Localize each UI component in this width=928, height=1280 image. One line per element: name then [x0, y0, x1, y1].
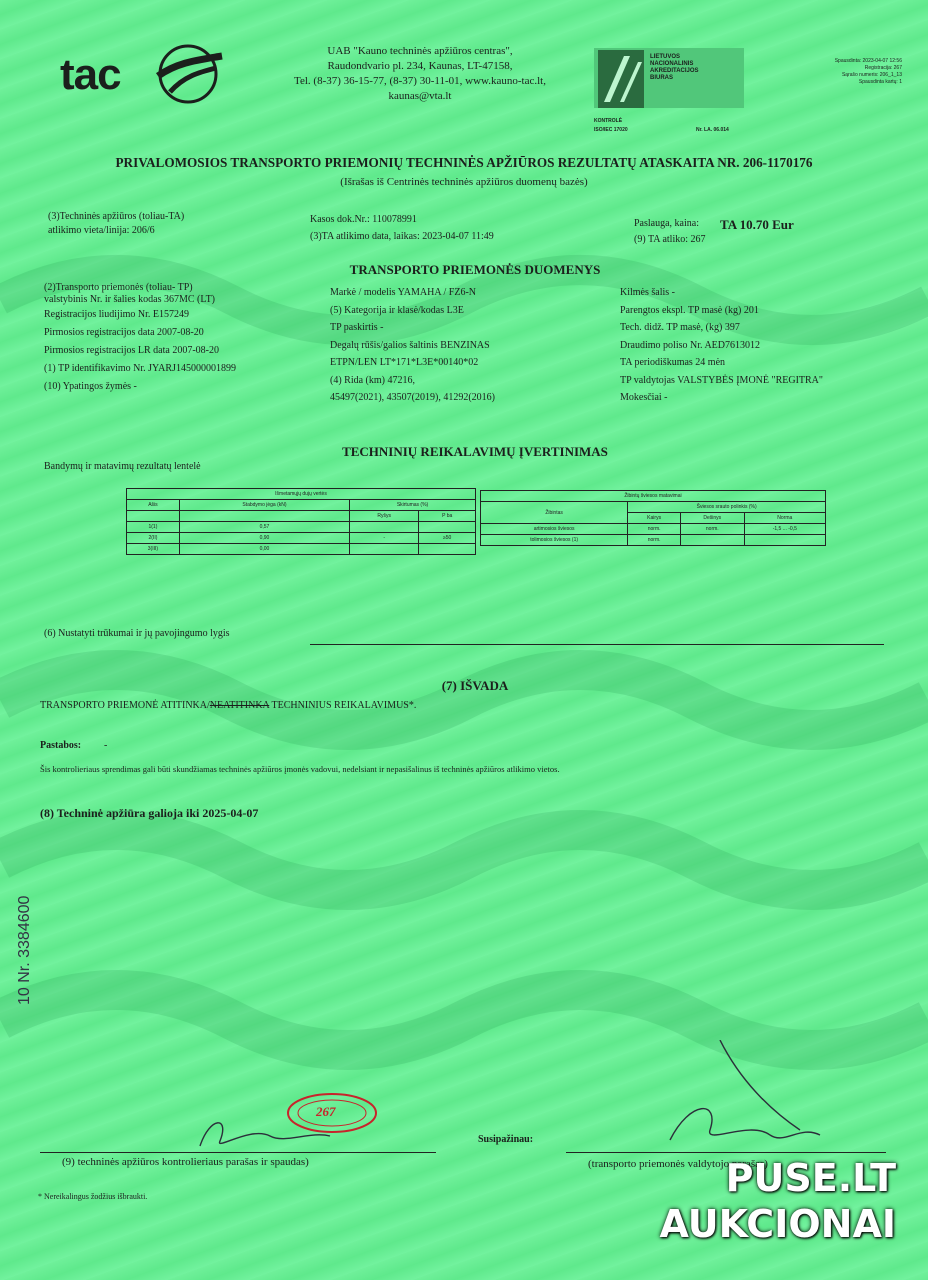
table-cell: 0,90: [179, 533, 349, 544]
accreditation-number: Nr. LA. 06.014: [696, 127, 729, 133]
service-price: TA 10.70 Eur: [720, 217, 794, 232]
vehicle-field: (10) Ypatingos žymės -: [44, 381, 137, 392]
tac-logo-text: tac: [60, 50, 121, 99]
accreditation-line-4: BIURAS: [650, 75, 674, 81]
defects-line: [310, 644, 884, 645]
table-header: Išmetamųjų dujų vertės: [127, 489, 476, 500]
conclusion-prefix: TRANSPORTO PRIEMONĖ ATITINKA/: [40, 700, 210, 711]
table-cell: -: [350, 533, 419, 544]
vehicle-field: Mokesčiai -: [620, 392, 668, 403]
table-cell: 2(II): [127, 533, 180, 544]
notes-value: -: [104, 740, 108, 751]
table-cell: 0,00: [179, 544, 349, 555]
vehicle-field: Parengtos ekspl. TP masė (kg) 201: [620, 304, 759, 316]
org-name: UAB "Kauno techninės apžiūros centras",: [327, 45, 513, 57]
org-email: kaunas@vta.lt: [388, 90, 452, 102]
table-cell: 1(1): [127, 522, 180, 533]
vehicle-field: (2)Transporto priemonės (toliau- TP): [44, 282, 193, 293]
print-info-line: Registracija: 267: [864, 65, 902, 71]
accreditation-iso: ISO/IEC 17020: [594, 127, 628, 133]
table-col: P ba: [419, 511, 476, 522]
conclusion-struck: NEATITINKA: [209, 700, 270, 711]
table-col: Šviesos srauto polinkis (%): [628, 502, 826, 513]
vehicle-field: (4) Rida (km) 47216,: [330, 374, 415, 386]
inspection-date: (3)TA atlikimo data, laikas: 2023-04-07 11:49: [310, 231, 494, 242]
table-header: Žibintų šviesos matavimai: [481, 491, 826, 502]
table-col: Kairys: [628, 513, 681, 524]
table-cell: 3(III): [127, 544, 180, 555]
inspection-place: [48, 210, 184, 238]
table-row: [127, 544, 476, 555]
vehicle-field: 45497(2021), 43507(2019), 41292(2016): [330, 392, 495, 403]
table-cell: -1,5 ... -0,5: [744, 524, 825, 535]
table-cell: [419, 544, 476, 555]
inspection-place-label: (3)Techninės apžiūros (toliau-TA): [48, 211, 185, 222]
receipt-number: Kasos dok.Nr.: 110078991: [310, 214, 417, 225]
vehicle-field: Degalų rūšis/galios šaltinis BENZINAS: [330, 339, 490, 351]
controller-signature-icon: [190, 1106, 340, 1156]
table-cell: [350, 544, 419, 555]
table-col: Žibintas: [481, 502, 628, 524]
requirements-title: TECHNINIŲ REIKALAVIMŲ ĮVERTINIMAS: [342, 444, 608, 459]
print-info-line: Spausdinta kartų: 1: [858, 79, 902, 85]
report-title: PRIVALOMOSIOS TRANSPORTO PRIEMONIŲ TECHNINĖS APŽIŪROS REZULTATŲ ATASKAITA NR. 206-1170176: [115, 155, 813, 170]
appeal-text: Šis kontrolieriaus sprendimas gali būti skundžiamas techninės apžiūros įmonės vadovui, nedelsiant ir nepasišalinus iš techninės apžiūros atlikimo vietos.: [40, 764, 560, 774]
table-col: Skirtumas (%): [350, 500, 476, 511]
accreditation-icon: [598, 50, 644, 108]
report-subtitle: (Išrašas iš Centrinės techninės apžiūros duomenų bazės): [340, 176, 588, 188]
watermark: [659, 1156, 896, 1247]
controller-signature-line: [40, 1152, 436, 1153]
owner-signature-icon: [650, 1040, 830, 1150]
table-cell: tolimosios šviesos (1): [481, 535, 628, 546]
accreditation-logo: [594, 48, 744, 108]
performed-by: (9) TA atliko: 267: [634, 234, 706, 245]
owner-signature-label: (transporto priemonės valdytojo parašas): [588, 1158, 768, 1170]
tac-logo-icon: [148, 42, 226, 106]
vehicle-field: Markė / modelis YAMAHA / FZ6-N: [330, 287, 477, 298]
table-cell: [419, 522, 476, 533]
accreditation-line-1: LIETUVOS: [650, 54, 681, 60]
vehicle-field: valstybinis Nr. ir šalies kodas 367MC (LT): [44, 294, 216, 305]
print-info-line: Sąrašo numeris: 206_1_13: [841, 72, 902, 78]
table-cell: ≥50: [419, 533, 476, 544]
table-col: Dešinys: [681, 513, 745, 524]
service-label: Paslauga, kaina:: [634, 218, 699, 229]
vehicle-field: Pirmosios registracijos data 2007-08-20: [44, 327, 204, 338]
vehicle-field: Tech. didž. TP masė, (kg) 397: [620, 322, 740, 333]
notes-label: Pastabos:: [40, 740, 82, 751]
vehicle-field: Registracijos liudijimo Nr. E157249: [44, 309, 189, 320]
brake-results-table: [126, 488, 476, 555]
stamp-number: 267: [316, 1104, 336, 1119]
footnote: * Nereikalingus žodžius išbraukti.: [38, 1192, 148, 1201]
vehicle-data-left: [44, 282, 236, 396]
vehicle-field: TA periodiškumas 24 mėn: [620, 357, 726, 368]
watermark-line: PUSE.LT: [725, 1156, 896, 1200]
table-cell: [744, 535, 825, 546]
table-cell: artimosios šviesos: [481, 524, 628, 535]
accreditation-kontrole: KONTROLĖ: [594, 118, 623, 124]
vehicle-field: TP valdytojas VALSTYBĖS ĮMONĖ "REGITRA": [620, 374, 823, 386]
owner-signature-line: [566, 1152, 886, 1153]
vehicle-field: Kilmės šalis -: [620, 287, 675, 298]
vehicle-section-title: TRANSPORTO PRIEMONĖS DUOMENYS: [349, 262, 601, 277]
table-cell: [350, 522, 419, 533]
conclusion-suffix: TECHNINIUS REIKALAVIMUS*.: [269, 700, 417, 711]
vehicle-field: (5) Kategorija ir klasė/kodas L3E: [330, 304, 464, 316]
validity-date: (8) Techninė apžiūra galioja iki 2025-04-07: [40, 806, 259, 820]
table-col: Stabdymo jėga (kN): [179, 500, 349, 511]
accreditation-line-3: AKREDITACIJOS: [650, 68, 699, 74]
side-serial-number: Nr. 3384600: [16, 895, 33, 983]
side-serial-series: 10: [16, 987, 33, 1005]
table-col: Norma: [744, 513, 825, 524]
conclusion-title: (7) IŠVADA: [441, 678, 509, 693]
vehicle-field: Pirmosios registracijos LR data 2007-08-20: [44, 345, 219, 356]
vehicle-field: TP paskirtis -: [330, 322, 384, 333]
table-cell: norm.: [681, 524, 745, 535]
accreditation-line-2: NACIONALINIS: [650, 61, 694, 67]
vehicle-data-middle: [330, 284, 495, 407]
side-serial: [16, 895, 34, 1005]
table-col: Ašis: [127, 500, 180, 511]
table-cell: norm.: [628, 524, 681, 535]
vehicle-field: ETPN/LEN LT*171*L3E*00140*02: [330, 357, 479, 368]
table-col: Ryšys: [350, 511, 419, 522]
results-table-caption: Bandymų ir matavimų rezultatų lentelė: [44, 461, 201, 472]
defects-label: (6) Nustatyti trūkumai ir jų pavojingumo lygis: [44, 628, 230, 639]
vehicle-field: Draudimo poliso Nr. AED7613012: [620, 339, 760, 351]
vehicle-data-right: [620, 284, 823, 407]
table-cell: [681, 535, 745, 546]
print-info-line: Spausdinta: 2023-04-07 12:56: [834, 58, 902, 64]
print-info: [804, 58, 902, 86]
table-cell: norm.: [628, 535, 681, 546]
conclusion-text: [40, 700, 416, 711]
org-phone: Tel. (8-37) 36-15-77, (8-37) 30-11-01, www.kauno-tac.lt,: [294, 75, 546, 87]
light-results-table: [480, 490, 826, 546]
controller-signature-label: (9) techninės apžiūros kontrolieriaus parašas ir spaudas): [62, 1156, 309, 1168]
table-row: [481, 535, 826, 546]
table-row: [481, 524, 826, 535]
table-cell: 0,57: [179, 522, 349, 533]
acknowledged-label: Susipažinau:: [478, 1134, 534, 1145]
organization-info: [270, 44, 570, 104]
org-address: Raudondvario pl. 234, Kaunas, LT-47158,: [327, 60, 513, 72]
table-row: [127, 533, 476, 544]
watermark-line: AUKCIONAI: [659, 1201, 896, 1246]
inspection-place-value: atlikimo vieta/linija: 206/6: [48, 225, 155, 236]
vehicle-field: (1) TP identifikavimo Nr. JYARJ145000001899: [44, 363, 236, 374]
table-row: [127, 522, 476, 533]
